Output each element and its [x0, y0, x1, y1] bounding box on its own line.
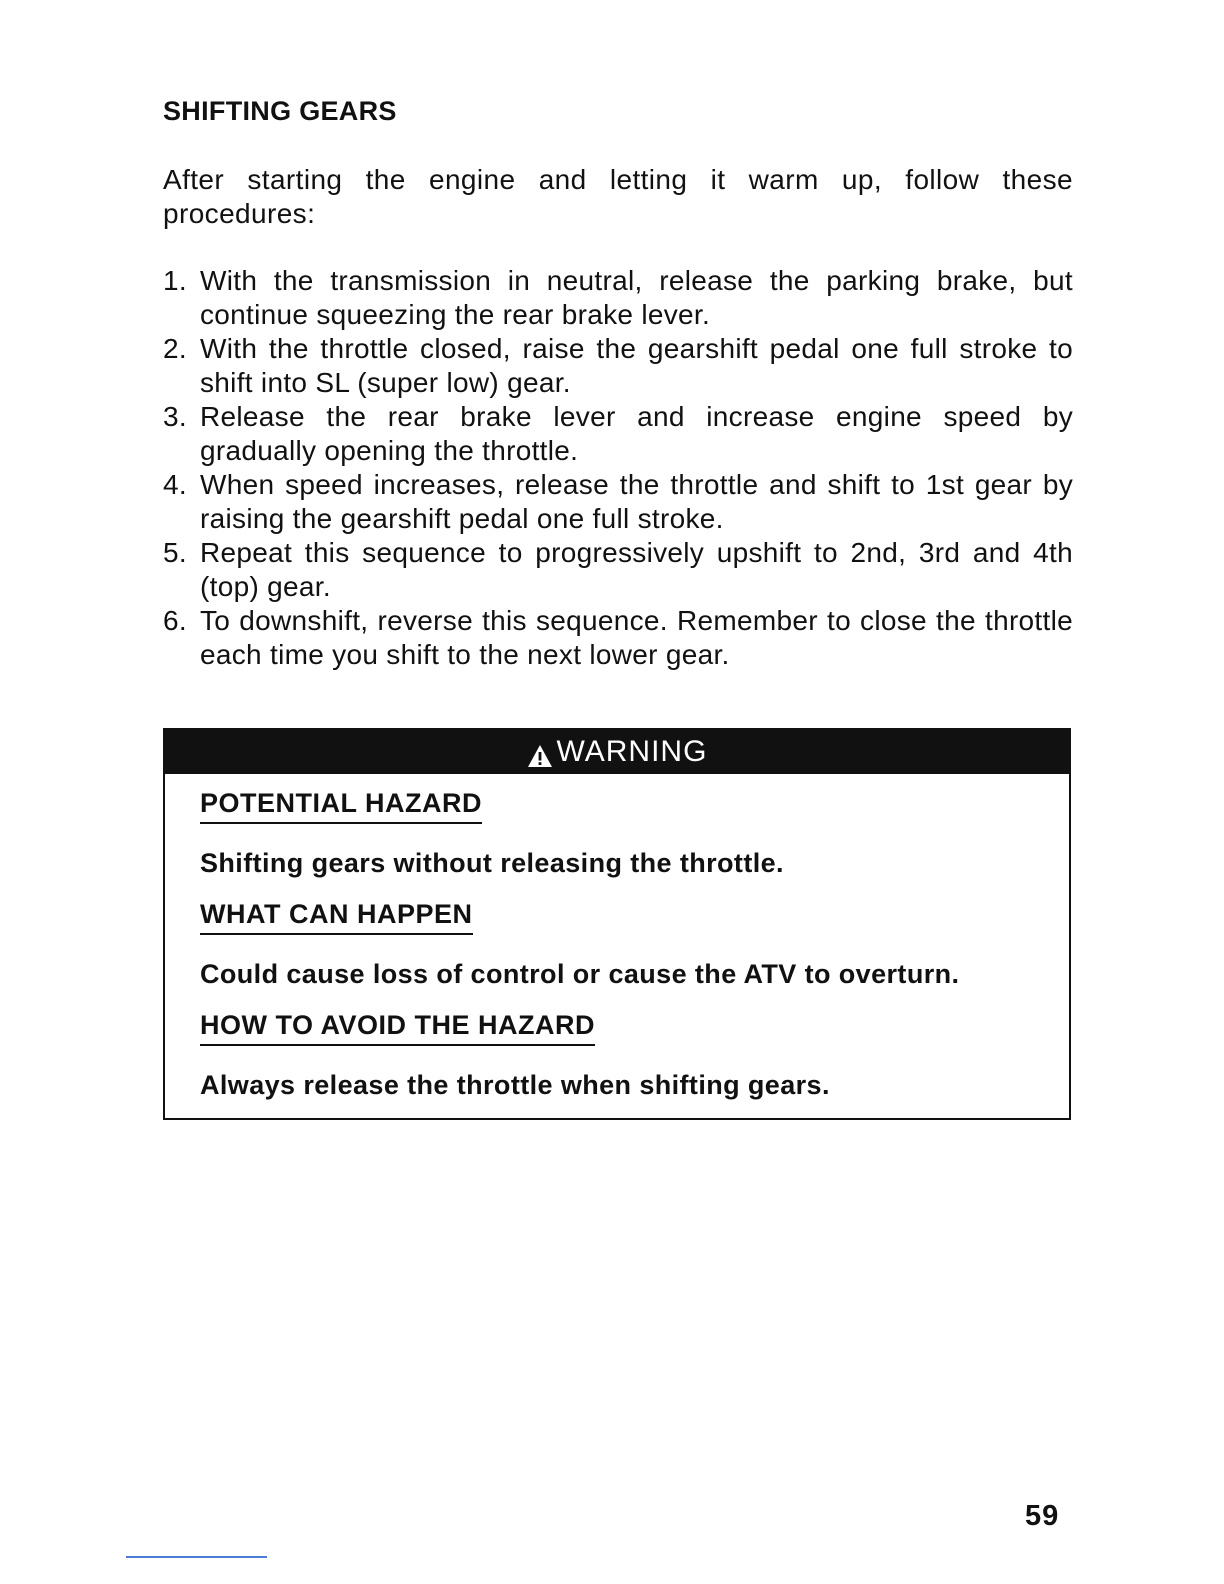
step-text: Repeat this sequence to progressively upshift to 2nd, 3rd and 4th (top) gear.: [200, 537, 1073, 602]
procedure-list: [163, 264, 1073, 672]
step-text: Release the rear brake lever and increase engine speed by gradually opening the throttle.: [200, 401, 1073, 466]
procedure-step: [163, 332, 1073, 400]
footer-rule: [126, 1556, 267, 1558]
potential-hazard-text: Shifting gears without releasing the throttle.: [200, 848, 784, 878]
step-number: 3.: [163, 401, 187, 432]
step-text: When speed increases, release the throttle and shift to 1st gear by raising the gearshift pedal one full stroke.: [200, 469, 1073, 534]
procedure-step: [163, 400, 1073, 468]
page-number: 59: [1025, 1500, 1060, 1532]
procedure-step: [163, 264, 1073, 332]
procedure-step: [163, 536, 1073, 604]
warning-triangle-icon: [527, 742, 553, 766]
procedure-step: [163, 604, 1073, 672]
step-number: 1.: [163, 265, 187, 296]
procedure-step: [163, 468, 1073, 536]
section-heading: SHIFTING GEARS: [163, 96, 397, 126]
intro-paragraph: After starting the engine and letting it warm up, follow these procedures:: [163, 164, 1073, 229]
what-can-happen-label: WHAT CAN HAPPEN: [200, 899, 473, 935]
step-text: To downshift, reverse this sequence. Remember to close the throttle each time you shift to the next lower gear.: [200, 605, 1073, 670]
step-number: 4.: [163, 469, 187, 500]
warning-header: [165, 730, 1069, 774]
potential-hazard-label: POTENTIAL HAZARD: [200, 788, 482, 824]
step-text: With the transmission in neutral, release the parking brake, but continue squeezing the rear brake lever.: [200, 265, 1073, 330]
warning-box: [163, 728, 1071, 1120]
step-number: 6.: [163, 605, 187, 636]
what-can-happen-text: Could cause loss of control or cause the ATV to overturn.: [200, 959, 960, 989]
warning-title: WARNING: [556, 735, 708, 768]
how-to-avoid-text: Always release the throttle when shifting gears.: [200, 1070, 830, 1100]
step-number: 5.: [163, 537, 187, 568]
how-to-avoid-label: HOW TO AVOID THE HAZARD: [200, 1010, 595, 1046]
warning-content: [200, 788, 1060, 1121]
step-number: 2.: [163, 333, 187, 364]
step-text: With the throttle closed, raise the gearshift pedal one full stroke to shift into SL (super low) gear.: [200, 333, 1073, 398]
